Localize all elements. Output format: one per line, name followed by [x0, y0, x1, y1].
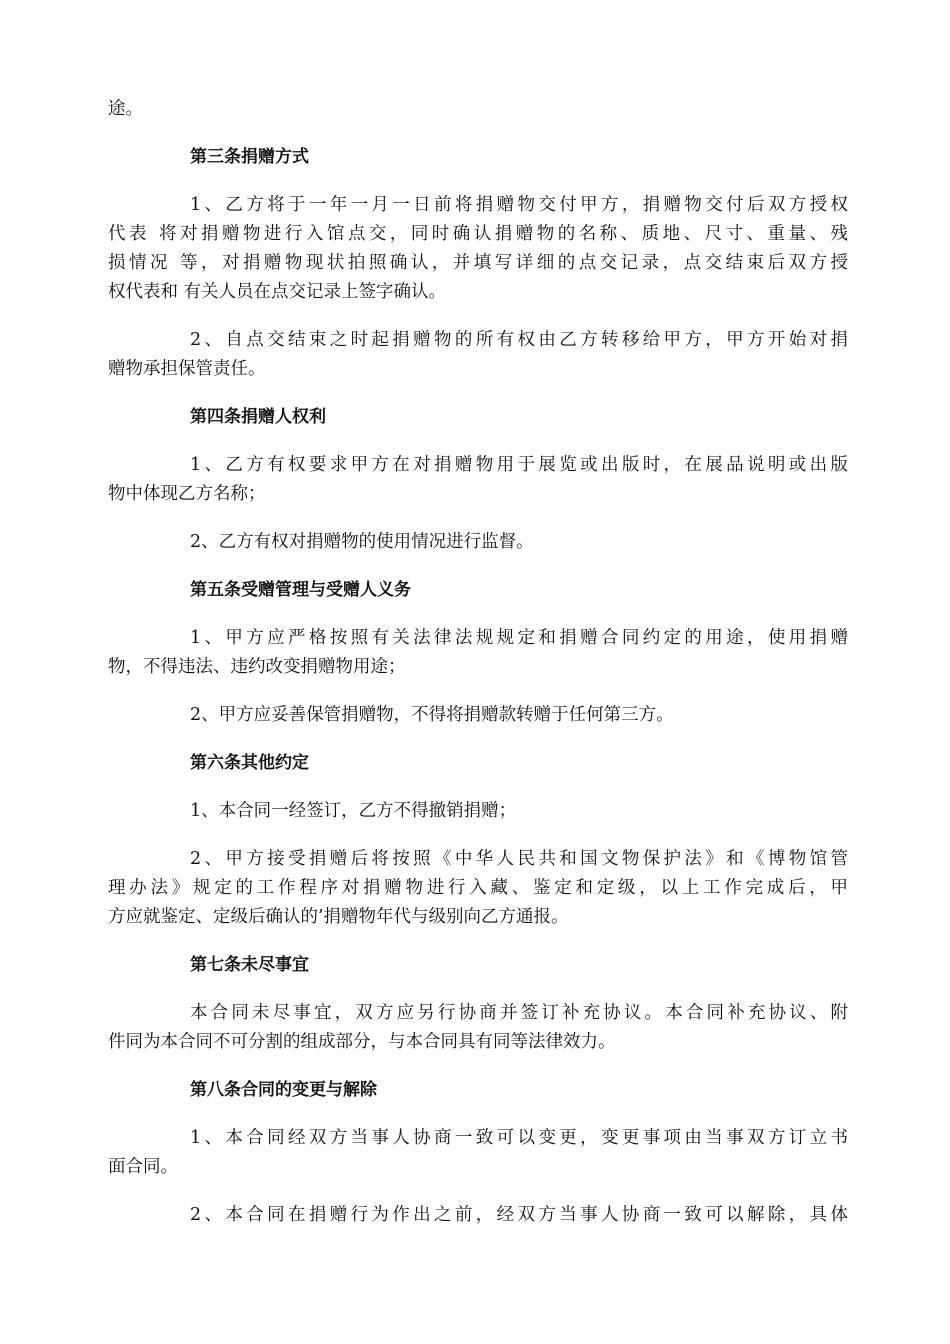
body-text-line: 权代表和 有关人员在点交记录上签字确认。: [108, 282, 447, 302]
body-text-line: 物中体现乙方名称；: [108, 484, 266, 504]
body-text-line: 2、本合同在捐赠行为作出之前，经双方当事人协商一致可以解除，具体: [190, 1205, 848, 1225]
body-text-line: 2、乙方有权对捐赠物的使用情况进行监督。: [190, 532, 534, 552]
body-text-line: 赠物承担保管责任。: [108, 359, 266, 379]
body-text-line: 1、本合同一经签订，乙方不得撤销捐赠；: [190, 801, 517, 821]
body-text-line: 损情况 等，对捐赠物现状拍照确认，并填写详细的点交记录，点交结束后双方授: [108, 253, 848, 273]
body-text-line: 2、甲方应妥善保管捐赠物，不得将捐赠款转赠于任何第三方。: [190, 705, 674, 725]
body-text-line: 途。: [108, 99, 143, 119]
body-text-line: 件同为本合同不可分割的组成部分，与本合同具有同等法律效力。: [108, 1032, 616, 1052]
body-text-line: 1、乙方将于一年一月一日前将捐赠物交付甲方，捐赠物交付后双方授权: [190, 195, 848, 215]
body-text-line: 1、乙方有权要求甲方在对捐赠物用于展览或出版时，在展品说明或出版: [190, 455, 848, 475]
body-text-line: 物，不得违法、违约改变捐赠物用途；: [108, 657, 406, 677]
body-text-line: 1、甲方应严格按照有关法律法规规定和捐赠合同约定的用途，使用捐赠: [190, 628, 848, 648]
section-heading-article-7: 第七条未尽事宜: [190, 955, 309, 975]
body-text-line: 2、甲方接受捐赠后将按照《中华人民共和国文物保护法》和《博物馆管: [190, 849, 848, 869]
body-text-line: 理办法》规定的工作程序对捐赠物进行入藏、鉴定和定级，以上工作完成后，甲: [108, 878, 848, 898]
body-text-line: 代表 将对捐赠物进行入馆点交，同时确认捐赠物的名称、质地、尺寸、重量、残: [108, 224, 848, 244]
section-heading-article-5: 第五条受赠管理与受赠人义务: [190, 580, 411, 600]
section-heading-article-6: 第六条其他约定: [190, 753, 309, 773]
section-heading-article-8: 第八条合同的变更与解除: [190, 1080, 377, 1100]
section-heading-article-4: 第四条捐赠人权利: [190, 407, 326, 427]
body-text-line: 本合同未尽事宜，双方应另行协商并签订补充协议。本合同补充协议、附: [190, 1003, 848, 1023]
body-text-line: 1、本合同经双方当事人协商一致可以变更，变更事项由当事双方订立书: [190, 1128, 848, 1148]
body-text-line: 面合同。: [108, 1157, 178, 1177]
section-heading-article-3: 第三条捐赠方式: [190, 147, 309, 167]
body-text-line: 2、自点交结束之时起捐赠物的所有权由乙方转移给甲方，甲方开始对捐: [190, 330, 848, 350]
body-text-line: 方应就鉴定、定级后确认的’捐赠物年代与级别向乙方通报。: [108, 907, 569, 927]
